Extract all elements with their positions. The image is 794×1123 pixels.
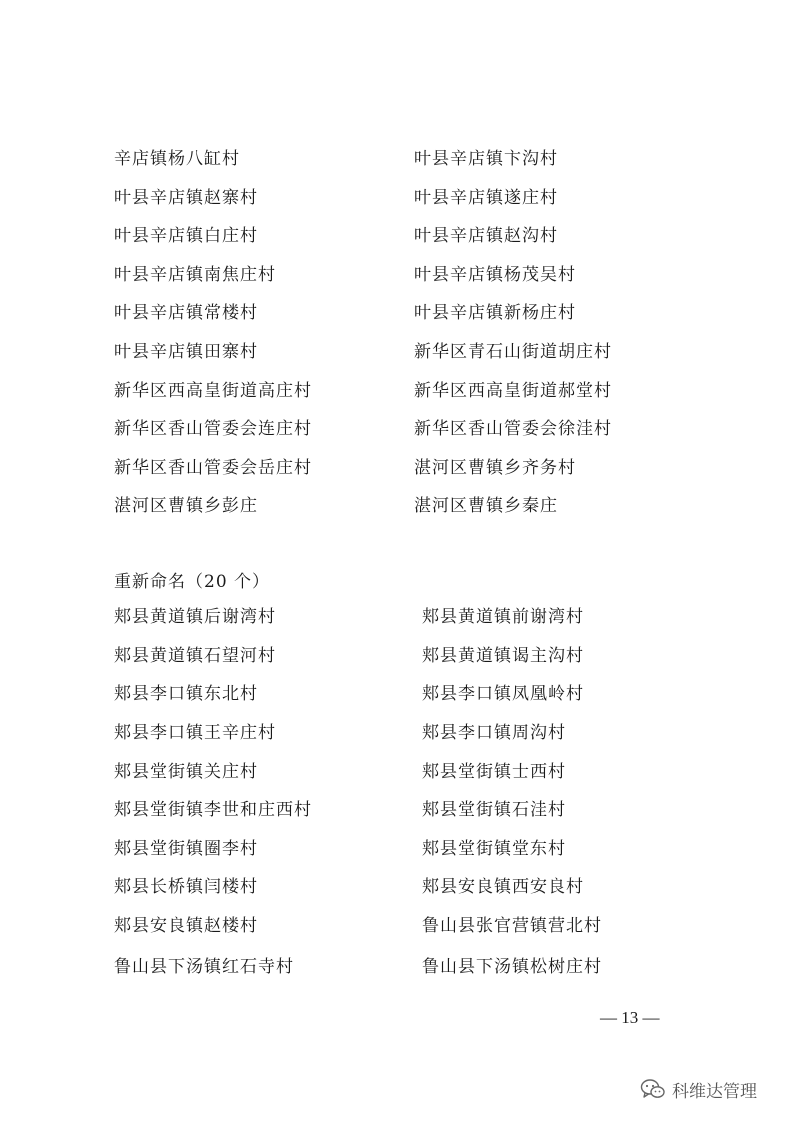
list-item: 辛店镇杨八缸村 [114,149,240,169]
list-item: 叶县辛店镇赵寨村 [114,188,258,208]
list-item: 郏县黄道镇谒主沟村 [422,646,584,666]
watermark-text: 科维达管理 [672,1081,757,1102]
list-item: 郏县黄道镇前谢湾村 [422,607,584,627]
watermark [640,1074,757,1104]
list-item: 叶县辛店镇遂庄村 [414,188,558,208]
list-item: 叶县辛店镇杨茂吴村 [414,265,576,285]
list-item: 叶县辛店镇新杨庄村 [414,303,576,323]
list-item: 郏县李口镇周沟村 [422,723,566,743]
list-item: 叶县辛店镇白庄村 [114,226,258,246]
list-item: 郏县李口镇东北村 [114,684,258,704]
list-item: 新华区香山管委会徐洼村 [414,419,612,439]
list-item: 鲁山县张官营镇营北村 [422,916,602,936]
list-item: 新华区西高皇街道郝堂村 [414,381,612,401]
list-item: 叶县辛店镇卞沟村 [414,149,558,169]
list-item: 郏县堂街镇关庄村 [114,762,258,782]
list-item: 郏县黄道镇后谢湾村 [114,607,276,627]
list-item: 郏县堂街镇士西村 [422,762,566,782]
wechat-icon [640,1078,666,1100]
list-item: 湛河区曹镇乡彭庄 [114,496,258,516]
list-item: 叶县辛店镇田寨村 [114,342,258,362]
page-number: — 13 — [600,1008,660,1027]
list-item: 鲁山县下汤镇松树庄村 [422,957,602,977]
list-item: 郏县堂街镇石洼村 [422,800,566,820]
list-item: 叶县辛店镇常楼村 [114,303,258,323]
list-item: 郏县安良镇赵楼村 [114,916,258,936]
list-item: 新华区西高皇街道高庄村 [114,381,312,401]
list-item: 郏县堂街镇李世和庄西村 [114,800,312,820]
list-item: 湛河区曹镇乡秦庄 [414,496,558,516]
list-item: 郏县黄道镇石望河村 [114,646,276,666]
list-item: 郏县堂街镇圈李村 [114,839,258,859]
section-heading: 重新命名（20 个） [114,572,271,592]
list-item: 郏县安良镇西安良村 [422,877,584,897]
list-item: 新华区香山管委会连庄村 [114,419,312,439]
list-item: 湛河区曹镇乡齐务村 [414,458,576,478]
list-item: 叶县辛店镇南焦庄村 [114,265,276,285]
list-item: 新华区青石山街道胡庄村 [414,342,612,362]
list-item: 郏县李口镇王辛庄村 [114,723,276,743]
list-item: 郏县长桥镇闫楼村 [114,877,258,897]
list-item: 郏县堂街镇堂东村 [422,839,566,859]
list-item: 郏县李口镇凤凰岭村 [422,684,584,704]
list-item: 鲁山县下汤镇红石寺村 [114,957,294,977]
list-item: 新华区香山管委会岳庄村 [114,458,312,478]
list-item: 叶县辛店镇赵沟村 [414,226,558,246]
